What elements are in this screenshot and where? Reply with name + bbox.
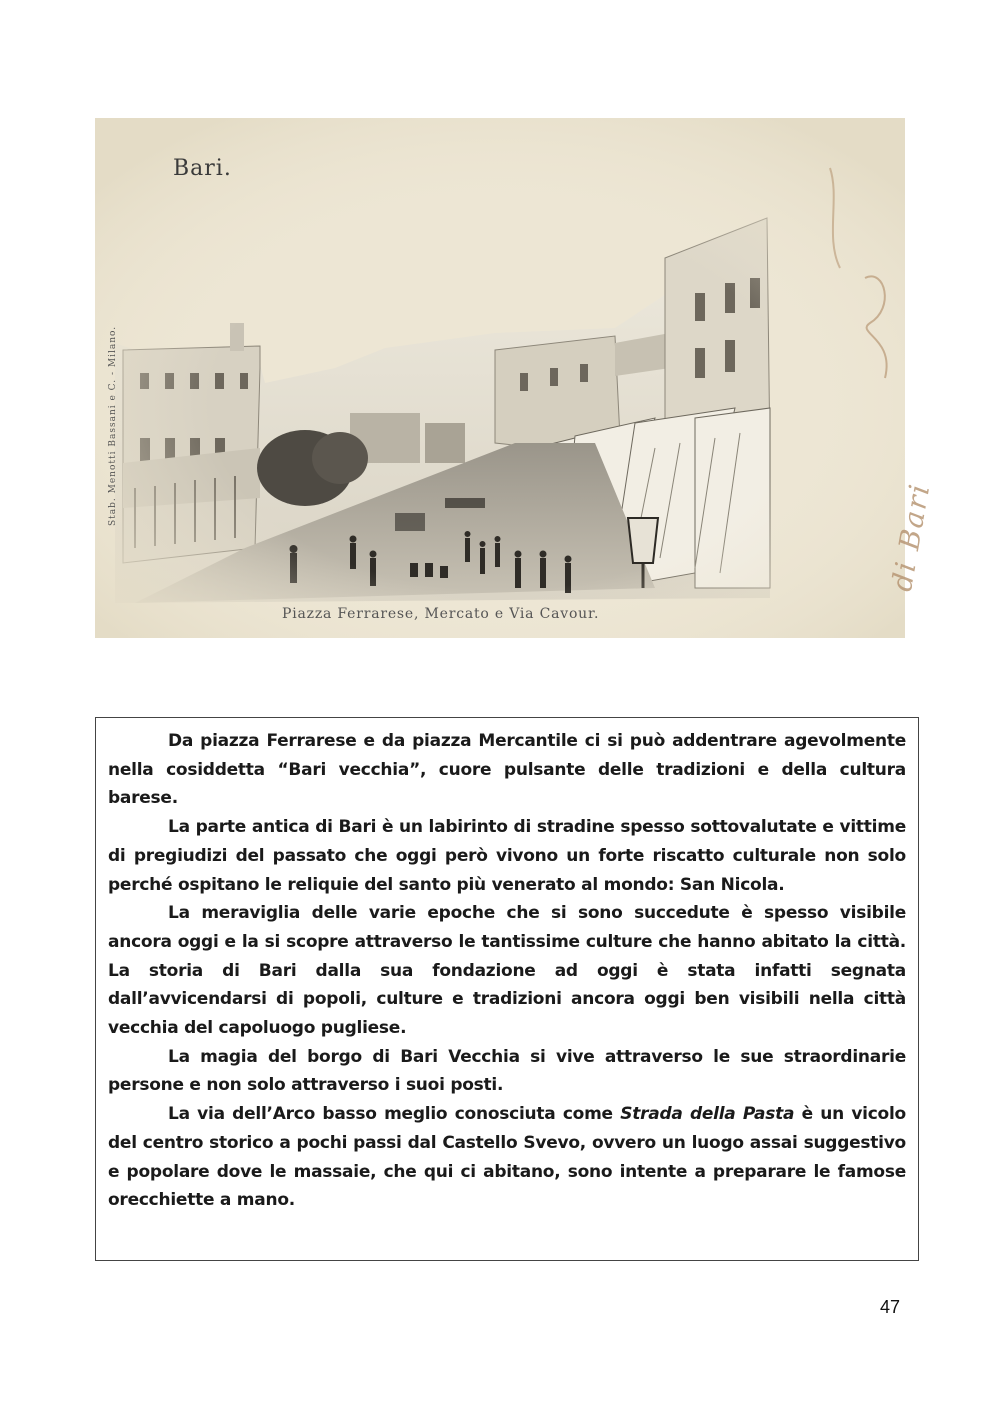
article-box	[95, 717, 919, 1261]
postcard-publisher: Stab. Menotti Bassani e C. - Milano.	[108, 325, 118, 526]
paragraph-1: Da piazza Ferrarese e da piazza Mercantile ci si può addentrare agevolmente nella cosiddetta “Bari vecchia”, cuore pulsante delle tradizioni e della cultura barese.	[108, 731, 906, 809]
postcard-photo	[95, 118, 937, 638]
page-number: 47	[880, 1297, 901, 1317]
paragraph-3: La meraviglia delle varie epoche che si sono succedute è spesso visibile ancora oggi e la si scopre attraverso le tantissime culture che hanno abitato la città. La storia di Bari dalla sua fondazione ad oggi è stata infatti segnata dall’avvicendarsi di popoli, culture e tradizioni ancora oggi ben visibili nella città vecchia del capoluogo pugliese.	[108, 903, 906, 1039]
street-scene-illustration	[95, 118, 905, 638]
strada-della-pasta: Strada della Pasta	[620, 1104, 795, 1125]
paragraph-5-end: è un vicolo del centro storico a pochi passi dal Castello Svevo, ovvero un luogo assai suggestivo e popolare dove le massaie, che qui ci abitano, sono intente a preparare le famose orecchiette a mano.	[108, 1104, 906, 1211]
postcard-caption: Piazza Ferrarese, Mercato e Via Cavour.	[282, 606, 600, 622]
paragraph-5	[108, 1100, 906, 1215]
paragraph-5-start: La via dell’Arco basso meglio conosciuta come	[168, 1104, 621, 1125]
paragraph-4: La magia del borgo di Bari Vecchia si vive attraverso le sue straordinarie persone e non solo attraverso i suoi posti.	[108, 1046, 906, 1096]
postcard-title: Bari.	[173, 156, 232, 181]
postcard-handwriting: di Bari	[885, 480, 937, 594]
paragraph-2: La parte antica di Bari è un labirinto di stradine spesso sottovalutate e vittime di pregiudizi del passato che oggi però vivono un forte riscatto culturale non solo perché ospitano le reliquie del santo più venerato al mondo: San Nicola.	[108, 817, 906, 895]
